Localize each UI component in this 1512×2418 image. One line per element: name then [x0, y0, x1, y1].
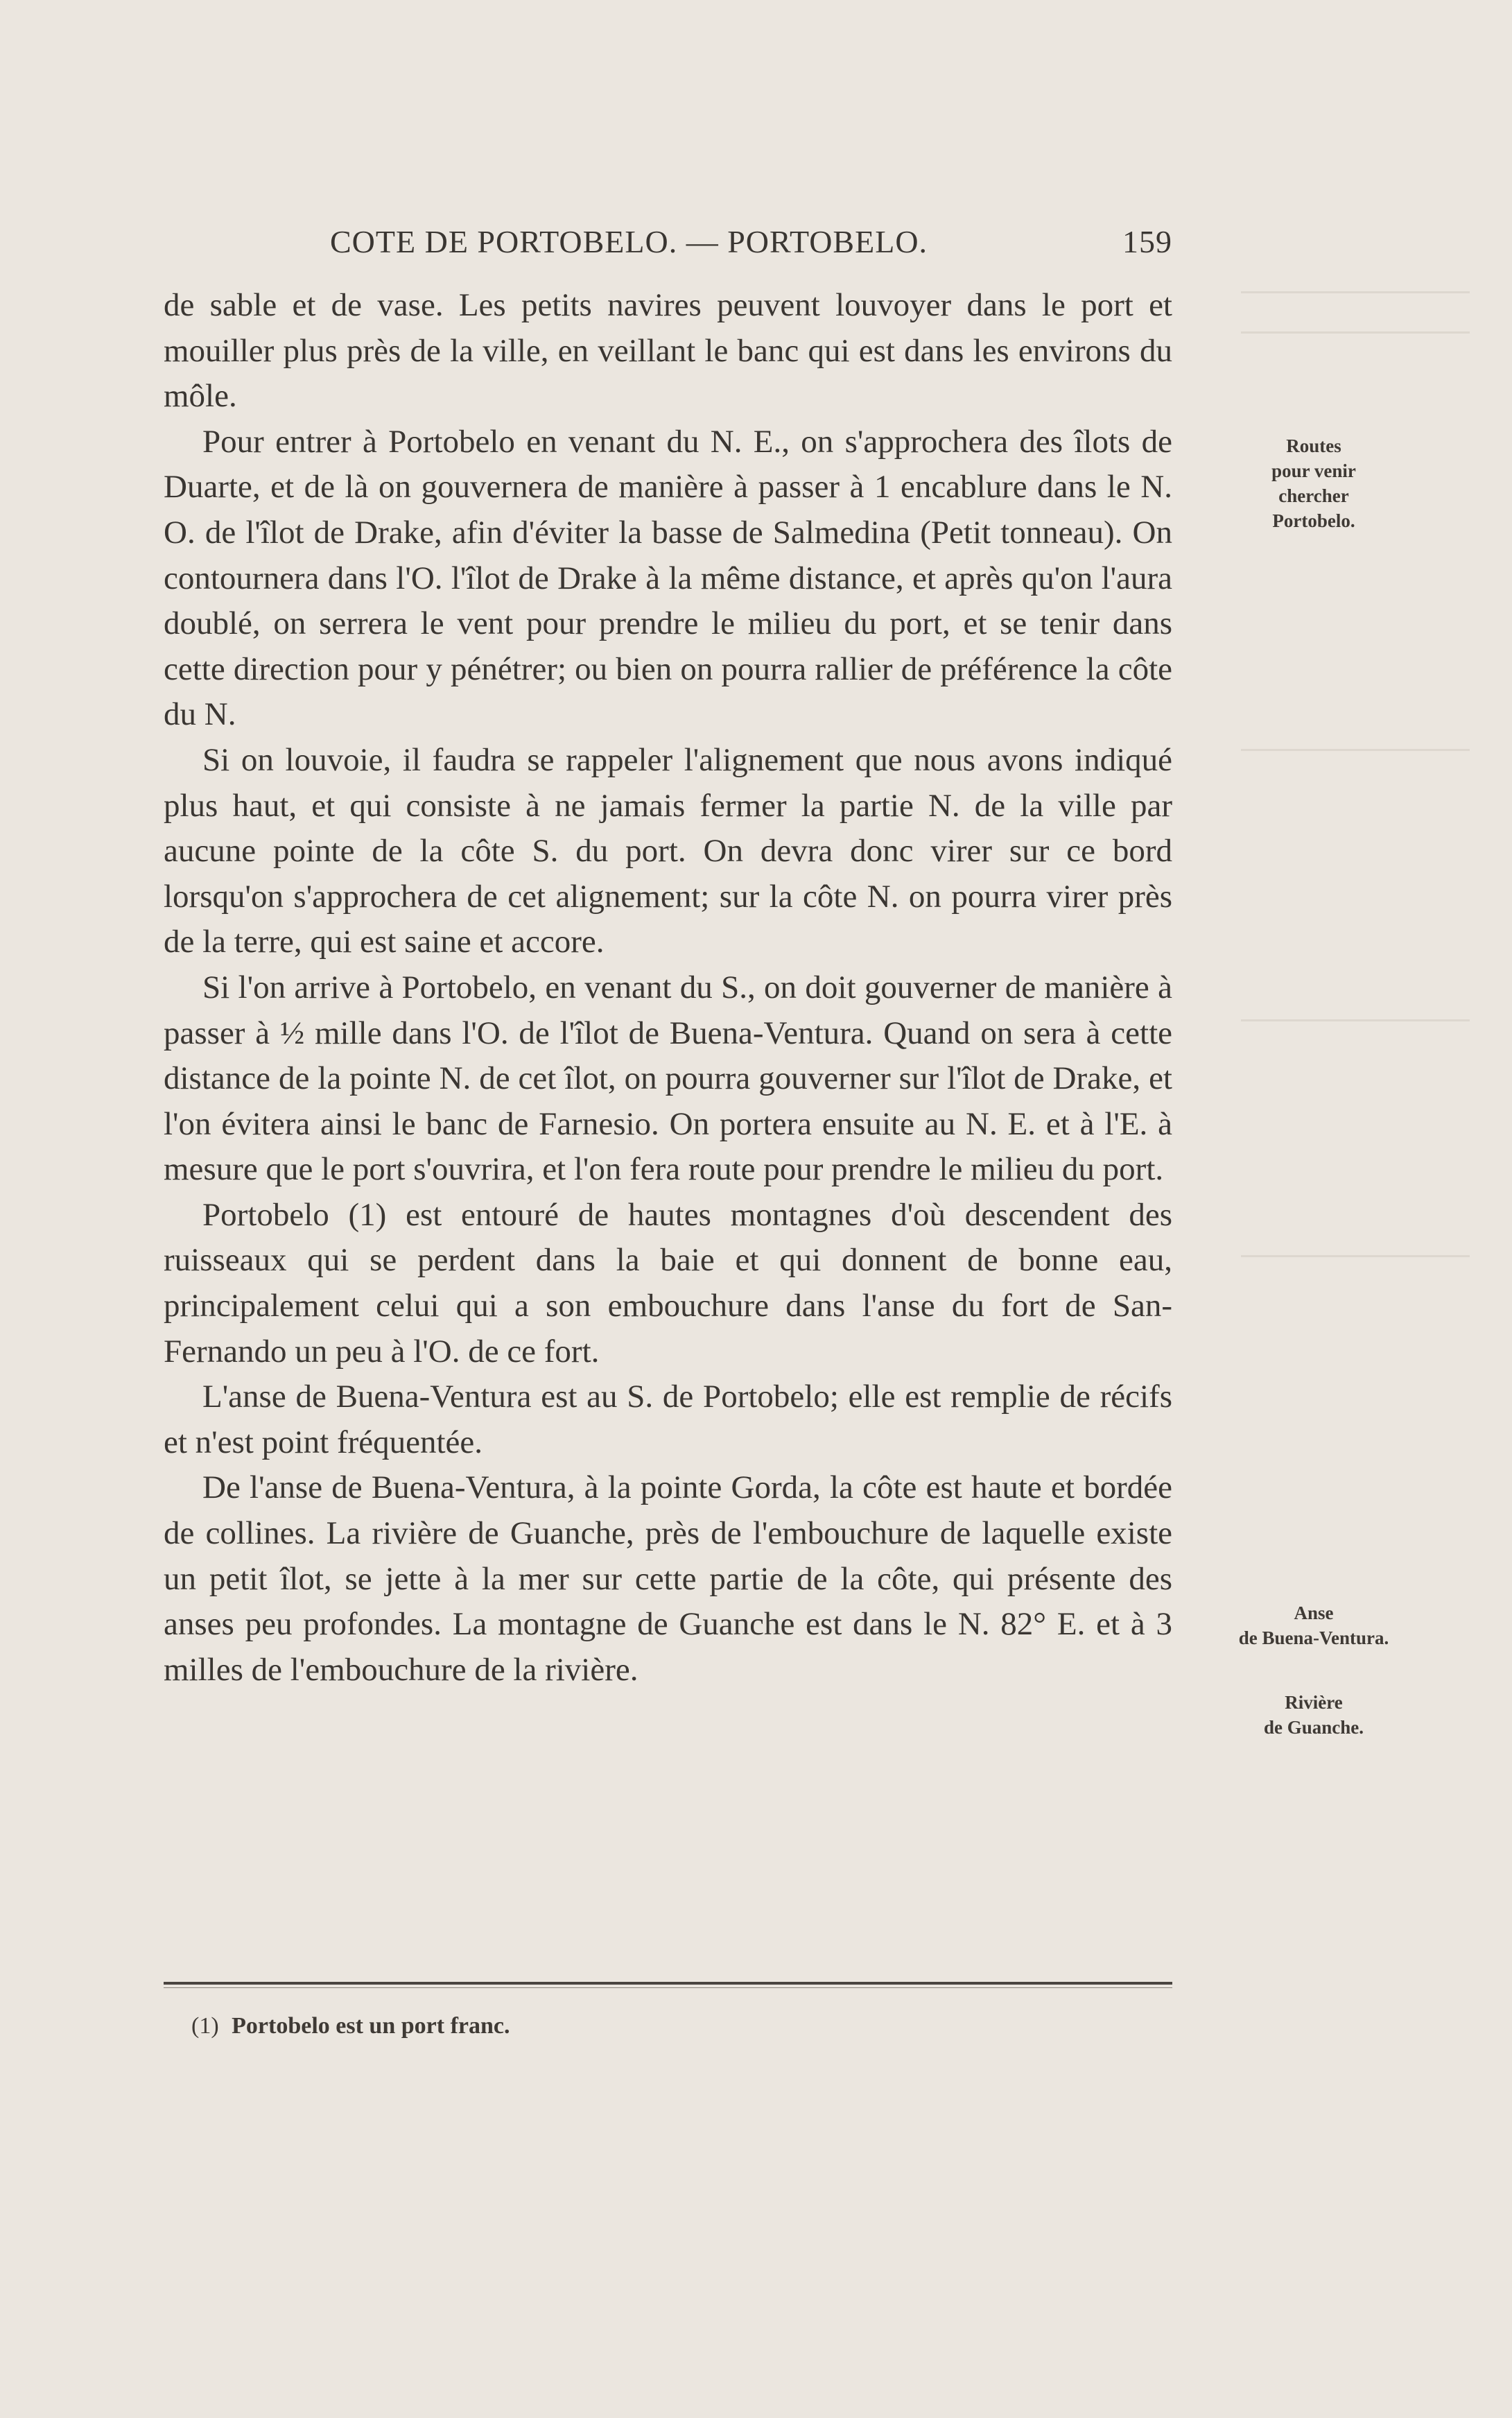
paragraph-7: De l'anse de Buena-Ventura, à la pointe Gorda, la côte est haute et bordée de collines. La rivière de Guanche, près de l'embouchure de laquelle existe un petit îlot, se jette à la mer sur cette partie de la côte, qui présente des anses peu profondes. La montagne de Guanche est dans le N. 82° E. et à 3 milles de l'embouchure de la rivière. — [164, 1469, 1172, 1688]
margin-note-anse: Anse de Buena-Ventura. — [1238, 1603, 1389, 1648]
running-title: COTE DE PORTOBELO. — PORTOBELO. — [330, 224, 928, 259]
bleed-through — [1241, 331, 1470, 334]
main-text — [164, 283, 1172, 1693]
bleed-through — [1241, 291, 1470, 293]
page-number: 159 — [1122, 224, 1172, 259]
paragraph-3: Si on louvoie, il faudra se rappeler l'alignement que nous avons indiqué plus haut, et qui consiste à ne jamais fermer la partie N. de la ville par aucune pointe de la côte S. du port. On devra donc virer sur ce bord lorsqu'on s'approchera de cet alignement; sur la côte N. on pourra virer près de la terre, qui est saine et accore. — [164, 741, 1172, 960]
footnote-rule — [164, 1982, 1172, 1985]
footnote — [191, 2013, 1162, 2039]
paragraph-4: Si l'on arrive à Portobelo, en venant du S., on doit gouverner de manière à passer à ½ mille dans l'O. de l'îlot de Buena-Ventura. Quand on sera à cette distance de la pointe N. de cet îlot, on pourra gouverner sur l'îlot de Drake, et l'on évitera ainsi le banc de Farnesio. On portera ensuite au N. E. et à l'E. à mesure que le port s'ouvrira, et l'on fera route pour prendre le milieu du port. — [164, 969, 1172, 1188]
bleed-through — [1241, 749, 1470, 751]
paragraph-6: L'anse de Buena-Ventura est au S. de Portobelo; elle est remplie de récifs et n'est point fréquentée. — [164, 1379, 1172, 1460]
footnote-rule-thin — [164, 1987, 1172, 1988]
margin-note-riviere: Rivière de Guanche. — [1263, 1692, 1364, 1738]
paragraph-2: Pour entrer à Portobelo en venant du N. E., on s'approchera des îlots de Duarte, et de là on gouvernera de manière à passer à 1 encablure dans le N. O. de l'îlot de Drake, afin d'éviter la basse de Salmedina (Petit tonneau). On contournera dans l'O. l'îlot de Drake à la même distance, et après qu'on l'aura doublé, on serrera le vent pour prendre le milieu du port, et se tenir dans cette direction pour y pénétrer; ou bien on pourra rallier de préférence la côte du N. — [164, 423, 1172, 733]
running-header — [164, 223, 1172, 265]
footnote-text: Portobelo est un port franc. — [232, 2013, 510, 2039]
paragraph-5: Portobelo (1) est entouré de hautes montagnes d'où descendent des ruisseaux qui se perdent dans la baie et qui donnent de bonne eau, principalement celui qui a son embouchure dans l'anse du fort de San-Fernando un peu à l'O. de ce fort. — [164, 1196, 1172, 1370]
bleed-through — [1241, 1255, 1470, 1257]
footnote-mark: (1) — [191, 2013, 219, 2039]
bleed-through — [1241, 1019, 1470, 1021]
margin-note-routes: Routes pour venir chercher Portobelo. — [1271, 435, 1356, 531]
paragraph-1: de sable et de vase. Les petits navires peuvent louvoyer dans le port et mouiller plus près de la ville, en veillant le banc qui est dans les environs du môle. — [164, 287, 1172, 415]
